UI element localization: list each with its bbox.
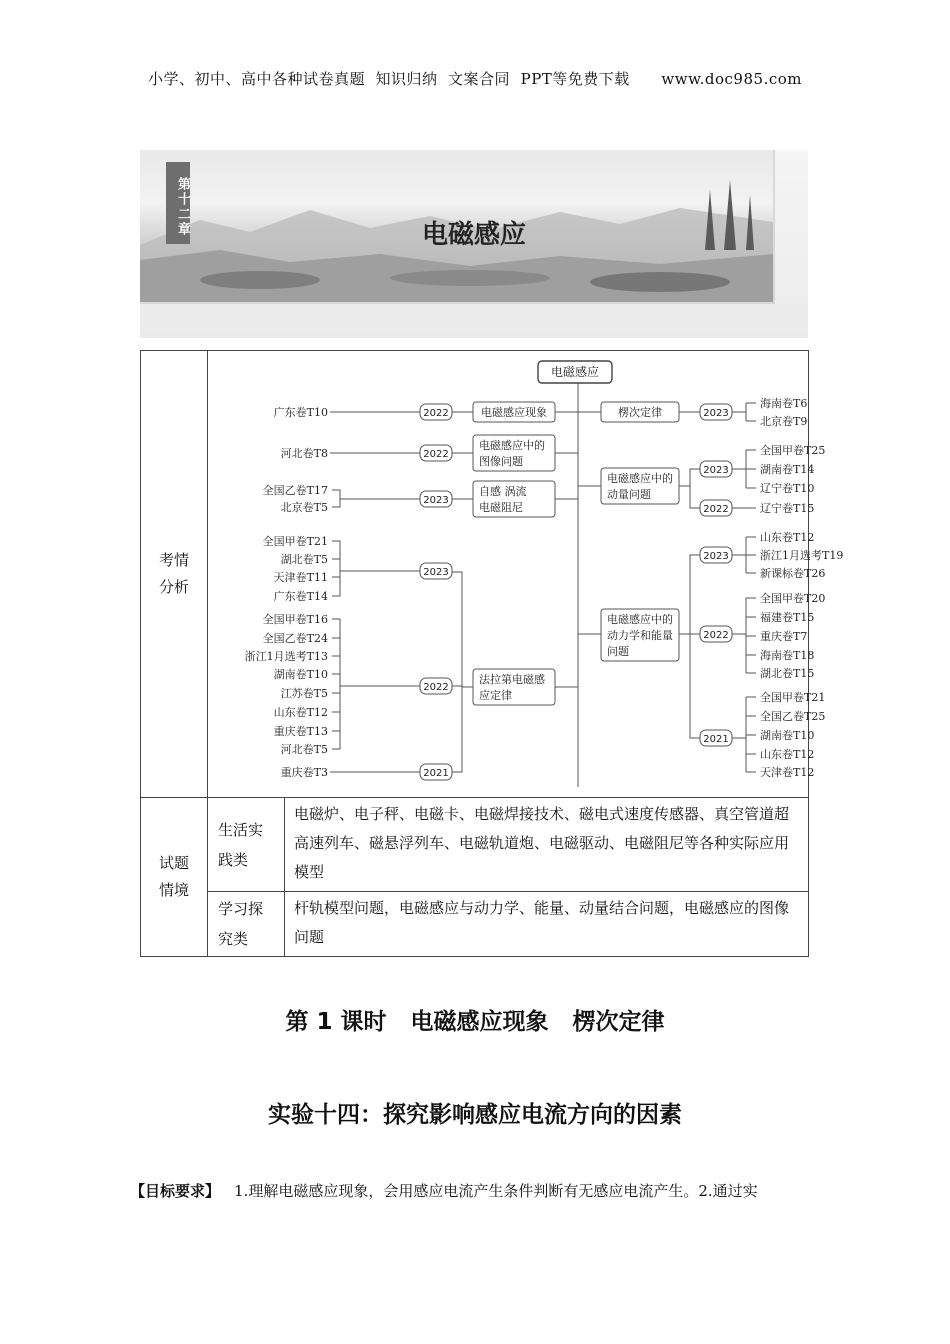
exam-label: 山东卷T12: [760, 531, 815, 544]
year-pill: 2023: [423, 567, 449, 578]
topic-node: 电磁感应中的: [607, 472, 673, 485]
exam-label: 北京卷T5: [280, 501, 328, 514]
exam-label: 江苏卷T5: [280, 687, 328, 700]
exam-label: 天津卷T12: [760, 766, 815, 779]
exam-label: 辽宁卷T10: [760, 482, 815, 495]
exam-label: 海南卷T18: [760, 649, 815, 662]
exam-label: 重庆卷T13: [273, 725, 328, 738]
year-pill: 2023: [703, 551, 729, 562]
sub-label-study-text: 学习探 究类: [218, 900, 264, 948]
exam-label: 全国甲卷T20: [760, 592, 826, 605]
experiment-title: 实验十四：探究影响感应电流方向的因素: [268, 1102, 682, 1128]
root-node-label: 电磁感应: [550, 365, 600, 379]
topic-node: 法拉第电磁感: [479, 673, 545, 686]
mindmap: [208, 351, 844, 797]
chapter-tag: 第十二章: [166, 162, 190, 244]
exam-label: 全国乙卷T17: [262, 484, 328, 497]
chapter-banner: [140, 150, 808, 338]
exam-label: 海南卷T6: [760, 397, 808, 410]
exam-label: 全国甲卷T25: [760, 444, 826, 457]
year-pill: 2021: [423, 768, 449, 779]
chapter-title: 电磁感应: [421, 220, 526, 250]
exam-label: 广东卷T14: [273, 590, 328, 603]
topic-node: 问题: [607, 645, 629, 658]
topic-node: 自感 涡流: [479, 485, 527, 498]
exam-label: 浙江1月选考T13: [244, 650, 328, 663]
exam-label: 全国甲卷T16: [262, 613, 328, 626]
exam-label: 山东卷T12: [273, 706, 328, 719]
sub-label-life: [208, 798, 285, 892]
goal-text: 1.理解电磁感应现象，会用感应电流产生条件判断有无感应电流产生。2.通过实: [234, 1182, 758, 1200]
topic-node: 应定律: [479, 689, 512, 702]
exam-label: 河北卷T8: [280, 447, 328, 460]
exam-label: 全国乙卷T24: [262, 632, 328, 645]
exam-label: 广东卷T10: [273, 406, 328, 419]
exam-label: 全国甲卷T21: [760, 691, 826, 704]
exam-label: 天津卷T11: [273, 571, 328, 584]
exam-label: 辽宁卷T15: [760, 502, 815, 515]
exam-label: 河北卷T5: [280, 743, 328, 756]
year-pill: 2023: [703, 465, 729, 476]
topic-node: 电磁阻尼: [479, 501, 523, 514]
year-pill: 2022: [423, 408, 449, 419]
exam-label: 福建卷T15: [760, 611, 815, 624]
topic-node: 电磁感应中的: [607, 613, 673, 626]
year-pill: 2022: [703, 504, 729, 515]
row-label-analysis: [141, 351, 208, 798]
year-pill: 2022: [703, 630, 729, 641]
mindmap-cell: [208, 351, 844, 798]
exam-label: 湖南卷T10: [760, 729, 815, 742]
topic-node: 电磁感应现象: [481, 406, 547, 419]
exam-label: 浙江1月选考T19: [760, 549, 844, 562]
life-content: 电磁炉、电子秤、电磁卡、电磁焊接技术、磁电式速度传感器、真空管道超高速列车、磁悬浮列车、电磁轨道炮、电磁驱动、电磁阻尼等各种实际应用模型: [285, 798, 809, 892]
exam-label: 北京卷T9: [760, 415, 808, 428]
exam-label: 重庆卷T3: [280, 766, 328, 779]
year-pill: 2023: [423, 495, 449, 506]
study-content: 杆轨模型问题，电磁感应与动力学、能量、动量结合问题，电磁感应的图像问题: [285, 892, 809, 957]
goal-paragraph: [130, 1180, 830, 1201]
topic-node: 动力学和能量: [607, 629, 673, 642]
topic-node: 图像问题: [479, 455, 523, 468]
exam-label: 山东卷T12: [760, 748, 815, 761]
exam-label: 全国甲卷T21: [262, 535, 328, 548]
topic-node: 动量问题: [607, 488, 651, 501]
year-pill: 2023: [703, 408, 729, 419]
lesson-title: 第 1 课时 电磁感应现象 楞次定律: [285, 1009, 665, 1035]
row-label-context-text: 试题 情境: [158, 854, 189, 899]
exam-label: 湖北卷T15: [760, 667, 815, 680]
row-label-context: [141, 798, 208, 957]
year-pill: 2021: [703, 734, 729, 745]
exam-label: 湖南卷T10: [273, 668, 328, 681]
exam-label: 湖南卷T14: [760, 463, 815, 476]
topic-node: 电磁感应中的: [479, 439, 545, 452]
year-pill: 2022: [423, 449, 449, 460]
row-label-analysis-text: 考情 分析: [158, 551, 189, 596]
exam-label: 重庆卷T7: [760, 630, 808, 643]
analysis-table: [140, 350, 844, 957]
exam-label: 全国乙卷T25: [760, 710, 826, 723]
topic-node: 楞次定律: [618, 406, 662, 419]
year-pill: 2022: [423, 682, 449, 693]
goal-label: 【目标要求】: [130, 1182, 221, 1200]
exam-label: 湖北卷T5: [280, 553, 328, 566]
page-header: 小学、初中、高中各种试卷真题 知识归纳 文案合同 PPT等免费下载 www.doc985.com: [147, 70, 802, 88]
sub-label-life-text: 生活实 践类: [218, 820, 264, 869]
exam-label: 新课标卷T26: [760, 567, 826, 580]
sub-label-study: [208, 892, 285, 957]
